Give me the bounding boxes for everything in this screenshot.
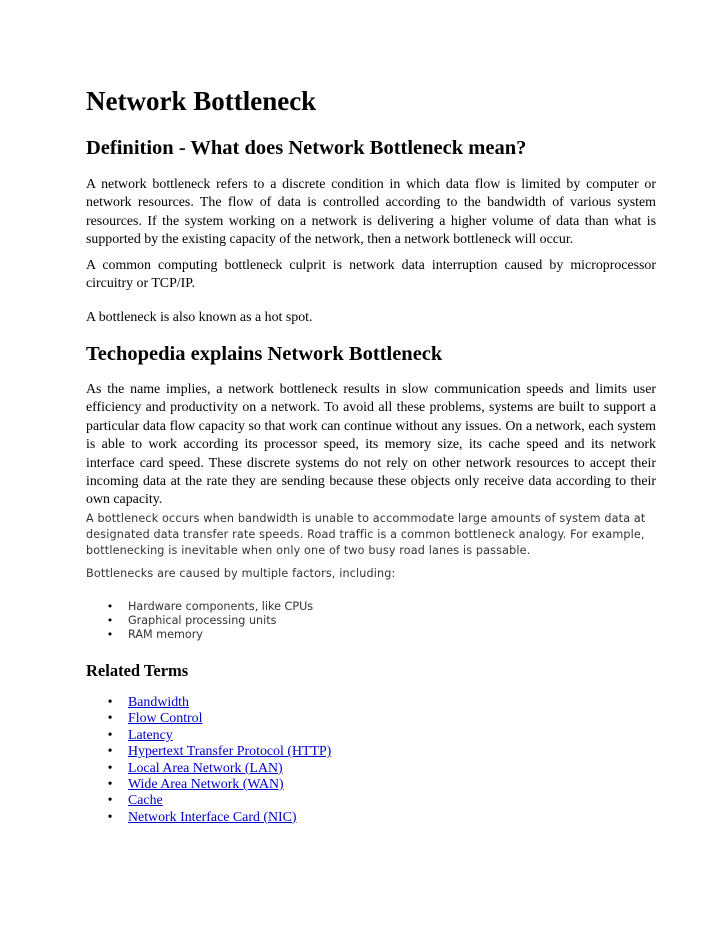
term-link-cache[interactable]: Cache [128, 793, 163, 809]
term-link-lan[interactable]: Local Area Network (LAN) [128, 760, 283, 776]
list-item [86, 744, 331, 760]
list-item [86, 695, 331, 711]
list-item [86, 600, 313, 614]
explains-paragraph-1: As the name implies, a network bottleneck results in slow communication speeds and limits user efficiency and productivity on a network. To avoid all these problems, systems are built to support a particular data flow capacity so that work can continue without any issues. On a network, each system is able to work according its processor speed, its memory size, its cache speed and its network interface card speed. These discrete systems do not rely on other network resources to accept their incoming data at the rate they are sending because these objects only receive data according to their own capacity. [86, 382, 656, 508]
bullet-icon: • [107, 744, 113, 760]
explains-heading: Techopedia explains Network Bottleneck [86, 343, 443, 365]
list-item [86, 810, 331, 826]
related-terms-list [86, 695, 331, 826]
bullet-icon: • [106, 600, 114, 613]
cause-text: Graphical processing units [128, 614, 277, 628]
causes-list [86, 600, 313, 643]
term-link-flow-control[interactable]: Flow Control [128, 711, 203, 727]
cause-text: Hardware components, like CPUs [128, 600, 314, 613]
term-link-wan[interactable]: Wide Area Network (WAN) [128, 777, 284, 793]
term-link-bandwidth[interactable]: Bandwidth [128, 695, 189, 710]
cause-text: RAM memory [128, 628, 203, 642]
list-item [86, 777, 331, 793]
bullet-icon: • [107, 809, 113, 825]
related-terms-heading: Related Terms [86, 661, 189, 680]
bullet-icon: • [106, 614, 114, 628]
list-item [86, 793, 331, 809]
list-item [86, 761, 331, 777]
bullet-icon: • [107, 777, 113, 793]
definition-paragraph-2: A common computing bottleneck culprit is network data interruption caused by microprocessor circuitry or TCP/IP. [86, 258, 656, 292]
bullet-icon: • [106, 628, 114, 642]
term-link-http[interactable]: Hypertext Transfer Protocol (HTTP) [128, 744, 332, 760]
list-item [86, 628, 313, 642]
explains-paragraph-3: Bottlenecks are caused by multiple factors, including: [86, 567, 396, 580]
bullet-icon: • [107, 695, 113, 710]
bullet-icon: • [107, 711, 113, 727]
list-item [86, 614, 313, 628]
term-link-latency[interactable]: Latency [128, 727, 173, 743]
term-link-nic[interactable]: Network Interface Card (NIC) [128, 809, 297, 825]
bullet-icon: • [107, 727, 113, 743]
bullet-icon: • [107, 760, 113, 776]
bullet-icon: • [107, 793, 113, 809]
page-title: Network Bottleneck [86, 86, 317, 116]
explains-paragraph-2: A bottleneck occurs when bandwidth is unable to accommodate large amounts of system data at designated data transfer rate speeds. Road traffic is a common bottleneck analogy. For example, bottlenecking is inevitable when only one of two busy road lanes is passable. [86, 512, 646, 558]
definition-paragraph-3: A bottleneck is also known as a hot spot. [86, 310, 313, 325]
definition-heading: Definition - What does Network Bottleneck mean? [86, 137, 527, 159]
list-item [86, 728, 331, 744]
list-item [86, 711, 331, 727]
definition-paragraph-1: A network bottleneck refers to a discrete condition in which data flow is limited by computer or network resources. The flow of data is controlled according to the bandwidth of various system resources. If the system working on a network is delivering a higher volume of data than what is supported by the existing capacity of the network, then a network bottleneck will occur. [86, 177, 656, 248]
